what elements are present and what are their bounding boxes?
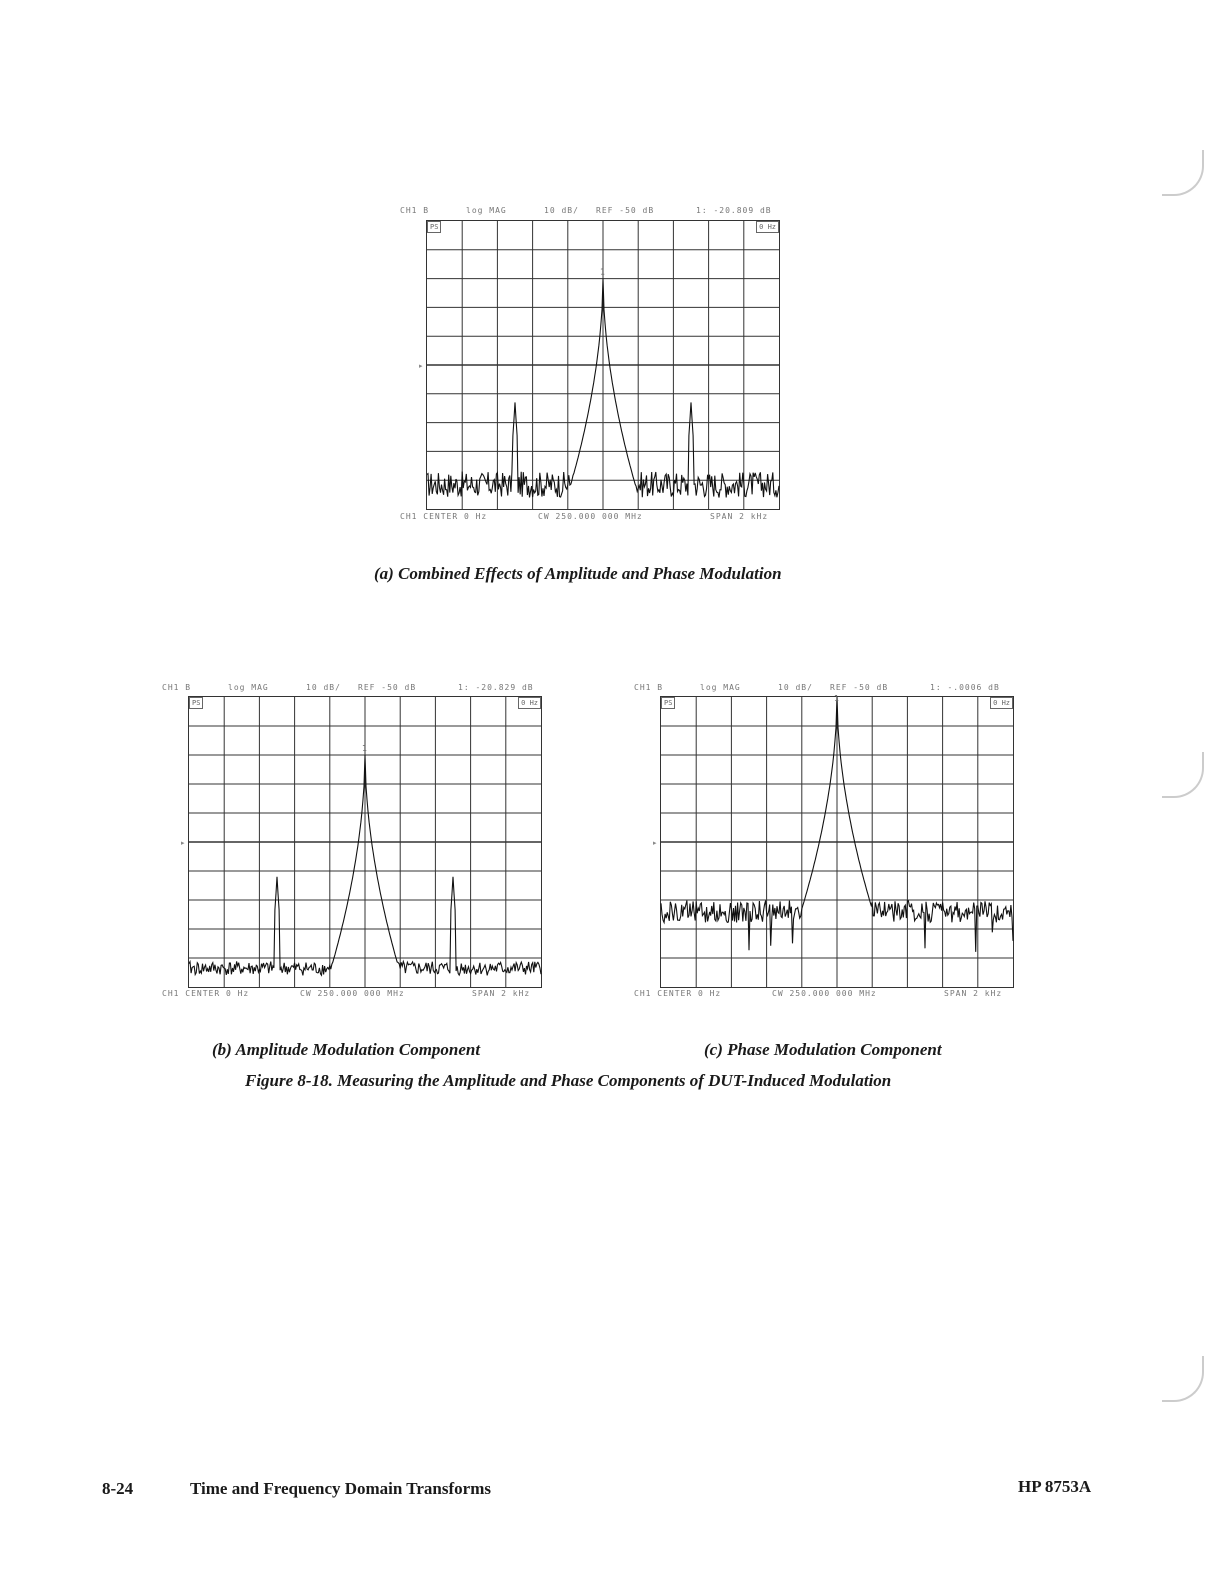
plot-a-header: [398, 206, 782, 218]
plot-a-footer: [398, 512, 782, 524]
box-left-label: PS: [661, 697, 675, 709]
plot-a: [398, 206, 782, 524]
center-label: CH1 CENTER 0 Hz: [400, 512, 488, 521]
box-right-label: 0 Hz: [990, 697, 1013, 709]
scale-label: 10 dB/: [544, 206, 579, 215]
plot-b-footer: [160, 989, 544, 1001]
plot-b-svg: [181, 697, 541, 987]
span-label: SPAN 2 kHz: [472, 989, 531, 998]
model-name: HP 8753A: [1018, 1477, 1092, 1496]
plot-c-svg: [653, 694, 1013, 987]
figure-caption: Figure 8-18. Measuring the Amplitude and Phase Components of DUT-Induced Modulation: [245, 1071, 892, 1090]
plot-c-header: [632, 683, 1016, 695]
section-title: Time and Frequency Domain Transforms: [190, 1479, 491, 1498]
cw-label: CW 250.000 000 MHz: [538, 512, 643, 521]
box-left-label: PS: [427, 221, 441, 233]
center-label: CH1 CENTER 0 Hz: [634, 989, 722, 998]
box-right-label: 0 Hz: [518, 697, 541, 709]
channel-label: CH1 B: [634, 683, 664, 692]
ref-label: REF -50 dB: [596, 206, 655, 215]
channel-label: CH1 B: [162, 683, 192, 692]
reference-marker: ▸: [181, 839, 185, 847]
page-number: 8-24: [102, 1479, 134, 1498]
caption-b: (b) Amplitude Modulation Component: [212, 1040, 481, 1059]
format-label: log MAG: [228, 683, 269, 692]
span-label: SPAN 2 kHz: [710, 512, 769, 521]
plot-a-svg: [419, 221, 779, 509]
marker-readout: 1: -20.829 dB: [458, 683, 534, 692]
box-right-label: 0 Hz: [756, 221, 779, 233]
caption-a: (a) Combined Effects of Amplitude and Phase Modulation: [374, 564, 782, 583]
plot-c-graticule: [653, 694, 1014, 988]
reference-marker: ▸: [653, 839, 657, 847]
ref-label: REF -50 dB: [358, 683, 417, 692]
plot-b-graticule: [181, 696, 542, 988]
channel-label: CH1 B: [400, 206, 430, 215]
binder-hole-top: [1162, 150, 1204, 196]
reference-marker: ▸: [419, 362, 423, 370]
marker-symbol: 1: [834, 694, 840, 703]
marker-readout: 1: -.0006 dB: [930, 683, 1000, 692]
plot-c-footer: [632, 989, 1016, 1001]
binder-hole-middle: [1162, 752, 1204, 798]
binder-hole-bottom: [1162, 1356, 1204, 1402]
plot-a-graticule: [419, 220, 780, 510]
scale-label: 10 dB/: [778, 683, 813, 692]
scale-label: 10 dB/: [306, 683, 341, 692]
plot-c: [632, 683, 1016, 1001]
format-label: log MAG: [700, 683, 741, 692]
caption-c: (c) Phase Modulation Component: [704, 1040, 942, 1059]
span-label: SPAN 2 kHz: [944, 989, 1003, 998]
center-label: CH1 CENTER 0 Hz: [162, 989, 250, 998]
cw-label: CW 250.000 000 MHz: [772, 989, 877, 998]
marker-readout: 1: -20.809 dB: [696, 206, 772, 215]
format-label: log MAG: [466, 206, 507, 215]
ref-label: REF -50 dB: [830, 683, 889, 692]
box-left-label: PS: [189, 697, 203, 709]
plot-b-header: [160, 683, 544, 695]
cw-label: CW 250.000 000 MHz: [300, 989, 405, 998]
plot-b: [160, 683, 544, 1001]
marker-symbol: 1: [362, 744, 368, 753]
marker-symbol: 1: [600, 267, 606, 277]
